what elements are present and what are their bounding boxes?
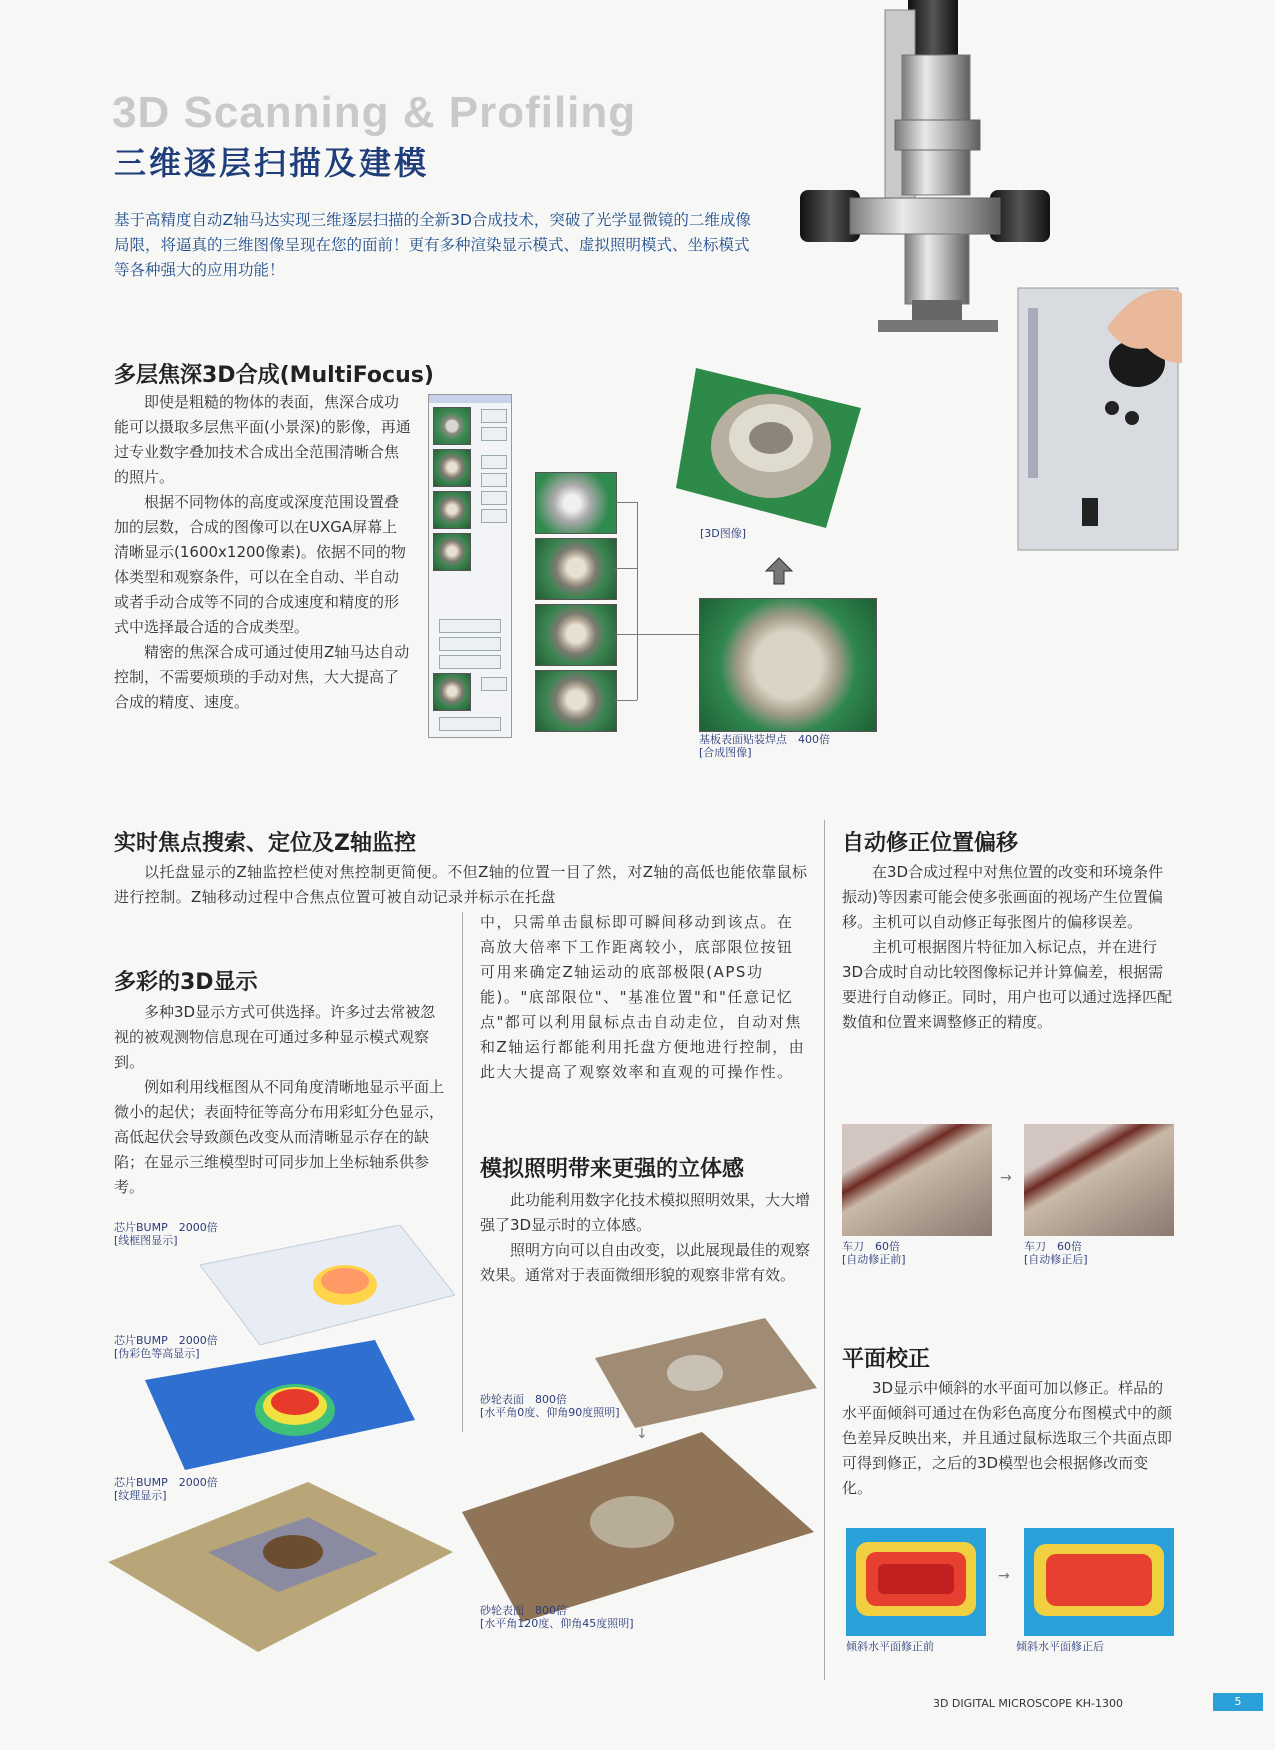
caption-3d-image: [3D图像]: [700, 527, 747, 540]
connector-line: [637, 634, 699, 635]
autocorrect-paragraph-1: 在3D合成过程中对焦位置的改变和环境条件振动)等因素可能会使多张画面的视场产生位置偏移。主机可以自动修正每张图片的偏移误差。: [842, 863, 1164, 931]
3d-solder-image: [676, 368, 861, 528]
multifocus-paragraph-2: 根据不同物体的高度或深度范围设置叠加的层数，合成的图像可以在UXGA屏幕上清晰显示(1600x1200像素)。依据不同的物体类型和观察条件，可以在全自动、半自动或者手动合成等不同的合成速度和精度的形式中选择最合适的合成类型。: [114, 493, 406, 636]
caption-lighting1-line1: 砂轮表面 800倍: [480, 1393, 567, 1406]
tool-before-image: [842, 1124, 992, 1236]
caption-tool-after-line2: [自动修正后]: [1024, 1253, 1088, 1266]
caption-wireframe-line2: [线框图显示]: [114, 1234, 178, 1247]
software-panel-screenshot: [428, 394, 512, 738]
autocorrect-body: [842, 860, 1174, 1035]
caption-pseudocolor-line1: 芯片BUMP 2000倍: [114, 1334, 218, 1347]
pseudocolor-bump-image: [145, 1340, 415, 1470]
lighting-paragraph-1: 此功能利用数字化技术模拟照明效果，大大增强了3D显示时的立体感。: [480, 1191, 811, 1234]
caption-wireframe-line1: 芯片BUMP 2000倍: [114, 1221, 218, 1234]
display3d-paragraph-1: 多种3D显示方式可供选择。许多过去常被忽视的被观测物信息现在可通过多种显示模式观察到。: [114, 1003, 436, 1071]
caption-tool-after-line1: 车刀 60倍: [1024, 1240, 1082, 1253]
plane-heading: 平面校正: [842, 1347, 931, 1372]
connector-line: [615, 502, 637, 503]
connector-line: [615, 634, 637, 635]
caption-tool-before-line2: [自动修正前]: [842, 1253, 906, 1266]
column-divider: [462, 912, 463, 1432]
caption-lighting2-line2: [水平角120度、仰角45度照明]: [480, 1617, 634, 1630]
intro-paragraph: 基于高精度自动Z轴马达实现三维逐层扫描的全新3D合成技术，突破了光学显微镜的二维成像局限，将逼真的三维图像呈现在您的面前！更有多种渲染显示模式、虚拟照明模式、坐标模式等各种强大的应用功能！: [114, 211, 751, 279]
multifocus-paragraph-1: 即使是粗糙的物体的表面，焦深合成功能可以摄取多层焦平面(小景深)的影像，再通过专业数字叠加技术合成出全范围清晰合焦的照片。: [114, 393, 411, 486]
texture-bump-image: [108, 1482, 453, 1652]
caption-lighting1-line2: [水平角0度、仰角90度照明]: [480, 1406, 620, 1419]
footer-product-name: 3D DIGITAL MICROSCOPE KH-1300: [932, 1697, 1123, 1710]
arrow-right-icon: →: [1000, 1170, 1012, 1186]
tool-after-image: [1024, 1124, 1174, 1236]
multifocus-paragraph-3: 精密的焦深合成可通过使用Z轴马达自动控制，不需要烦琐的手动对焦，大大提高了合成的精度、速度。: [114, 643, 410, 711]
caption-composite-line2: [合成图像]: [699, 746, 752, 759]
connector-line: [615, 568, 637, 569]
focus-layer-3: [535, 604, 617, 666]
caption-plane-before: 倾斜水平面修正前: [846, 1640, 934, 1653]
caption-lighting2-line1: 砂轮表面 800倍: [480, 1604, 567, 1617]
display3d-body: [114, 1000, 444, 1200]
caption-texture-line2: [纹理显示]: [114, 1489, 167, 1502]
grinding-wheel-image-2: [452, 1432, 814, 1622]
plane-body: [842, 1376, 1174, 1501]
wireframe-bump-image: [200, 1225, 455, 1345]
connector-line: [615, 700, 637, 701]
caption-texture-line1: 芯片BUMP 2000倍: [114, 1476, 218, 1489]
caption-tool-before-line1: 车刀 60倍: [842, 1240, 900, 1253]
autocorrect-paragraph-2: 主机可根据图片特征加入标记点，并在进行3D合成时自动比较图像标记并计算偏差，根据需要进行自动修正。同时，用户也可以通过选择匹配数值和位置来调整修正的精度。: [842, 938, 1173, 1031]
page-number: 5: [1213, 1693, 1263, 1711]
plane-paragraph-1: 3D显示中倾斜的水平面可加以修正。样品的水平面倾斜可通过在伪彩色高度分布图模式中的颜色差异反映出来，并且通过鼠标选取三个共面点即可得到修正，之后的3D模型也会根据修改而变化。: [842, 1379, 1173, 1497]
arrow-up-icon: [764, 556, 794, 586]
display3d-paragraph-2: 例如利用线框图从不同角度清晰地显示平面上微小的起伏；表面特征等高分布用彩虹分色显示，高低起伏会导致颜色改变从而清晰显示存在的缺陷；在显示三维模型时可同步加上坐标轴系供参考。: [114, 1078, 445, 1196]
caption-pseudocolor-line2: [伪彩色等高显示]: [114, 1347, 200, 1360]
focus-layer-4: [535, 670, 617, 732]
focus-layer-2: [535, 538, 617, 600]
display3d-heading: 多彩的3D显示: [114, 970, 258, 995]
multifocus-body: [114, 390, 412, 715]
arrow-down-icon: ↓: [636, 1426, 648, 1442]
realtime-text-column: 中，只需单击鼠标即可瞬间移动到该点。在高放大倍率下工作距离较小，底部限位按钮可用来确定Z轴运动的底部极限(APS功能)。"底部限位"、"基准位置"和"任意记忆点"都可以利用鼠标点击自动走位，自动对焦和Z轴运行都能利用托盘方便地进行控制，由此大大提高了观察效率和直观的可操作性。: [480, 913, 806, 1081]
plane-before-image: [846, 1528, 986, 1636]
plane-after-image: [1024, 1528, 1174, 1636]
realtime-heading: 实时焦点搜索、定位及Z轴监控: [114, 831, 416, 856]
controller-image: [1012, 268, 1182, 558]
lighting-paragraph-2: 照明方向可以自由改变，以此展现最佳的观察效果。通常对于表面微细形貌的观察非常有效。: [480, 1241, 811, 1284]
lighting-body: [480, 1188, 810, 1288]
multifocus-heading: 多层焦深3D合成(MultiFocus): [114, 363, 434, 388]
arrow-right-icon: →: [998, 1568, 1010, 1584]
connector-line: [637, 502, 638, 700]
title-english: 3D Scanning & Profiling: [112, 88, 637, 137]
caption-plane-after: 倾斜水平面修正后: [1016, 1640, 1104, 1653]
composite-solder-image: [699, 598, 877, 732]
caption-composite-line1: 基板表面贴装焊点 400倍: [699, 733, 830, 746]
column-divider-right: [824, 820, 825, 1680]
lighting-heading: 模拟照明带来更强的立体感: [480, 1157, 745, 1182]
realtime-text-wide: 以托盘显示的Z轴监控栏使对焦控制更简便。不但Z轴的位置一目了然，对Z轴的高低也能依靠鼠标进行控制。Z轴移动过程中合焦点位置可被自动记录并标示在托盘: [114, 863, 808, 906]
focus-layer-1: [535, 472, 617, 534]
title-chinese: 三维逐层扫描及建模: [114, 144, 430, 182]
autocorrect-heading: 自动修正位置偏移: [842, 831, 1019, 856]
